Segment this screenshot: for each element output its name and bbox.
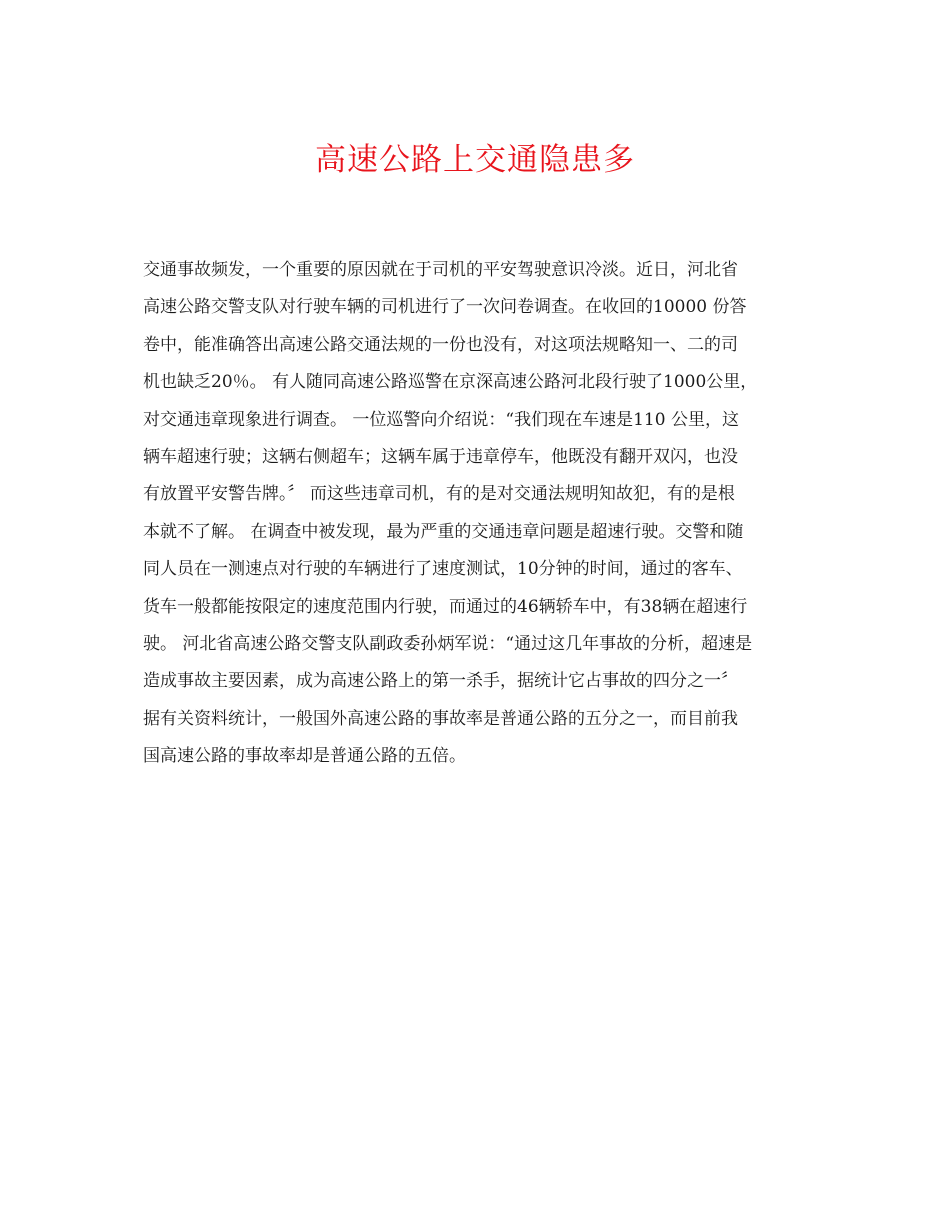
body-line: 造成事故主要因素，成为高速公路上的第一杀手，据统计它占事故的四分之一〞 xyxy=(143,671,738,692)
body-line: 驶。 河北省高速公路交警支队副政委孙炳军说：“通过这几年事故的分析，超速是 xyxy=(143,633,753,654)
body-line: 辆车超速行驶；这辆右侧超车；这辆车属于违章停车，他既没有翻开双闪，也没 xyxy=(143,446,738,467)
document-title: 高速公路上交通隐患多 xyxy=(315,142,635,178)
body-line: 机也缺乏20％。 有人随同高速公路巡警在京深高速公路河北段行驶了1000公里， xyxy=(143,372,758,393)
document-body xyxy=(143,252,815,775)
body-line: 据有关资料统计，一般国外高速公路的事故率是普通公路的五分之一，而目前我 xyxy=(143,708,738,729)
body-line: 高速公路交警支队对行驶车辆的司机进行了一次问卷调查。在收回的10000 份答 xyxy=(143,297,747,318)
body-line: 同人员在一测速点对行驶的车辆进行了速度测试，10分钟的时间，通过的客车、 xyxy=(143,559,743,580)
body-line: 有放置平安警告牌。〞 而这些违章司机，有的是对交通法规明知故犯，有的是根 xyxy=(143,484,735,505)
body-line: 对交通违章现象进行调查。 一位巡警向介绍说：“我们现在车速是110 公里，这 xyxy=(143,409,739,430)
body-line: 卷中，能准确答出高速公路交通法规的一份也没有，对这项法规略知一、二的司 xyxy=(143,334,738,355)
body-line: 交通事故频发，一个重要的原因就在于司机的平安驾驶意识冷淡。近日，河北省 xyxy=(143,260,738,280)
body-line: 货车一般都能按限定的速度范围内行驶，而通过的46辆轿车中，有38辆在超速行 xyxy=(143,596,748,617)
body-line: 国高速公路的事故率却是普通公路的五倍。 xyxy=(143,746,466,767)
body-line: 本就不了解。 在调查中被发现，最为严重的交通违章问题是超速行驶。交警和随 xyxy=(143,521,744,542)
